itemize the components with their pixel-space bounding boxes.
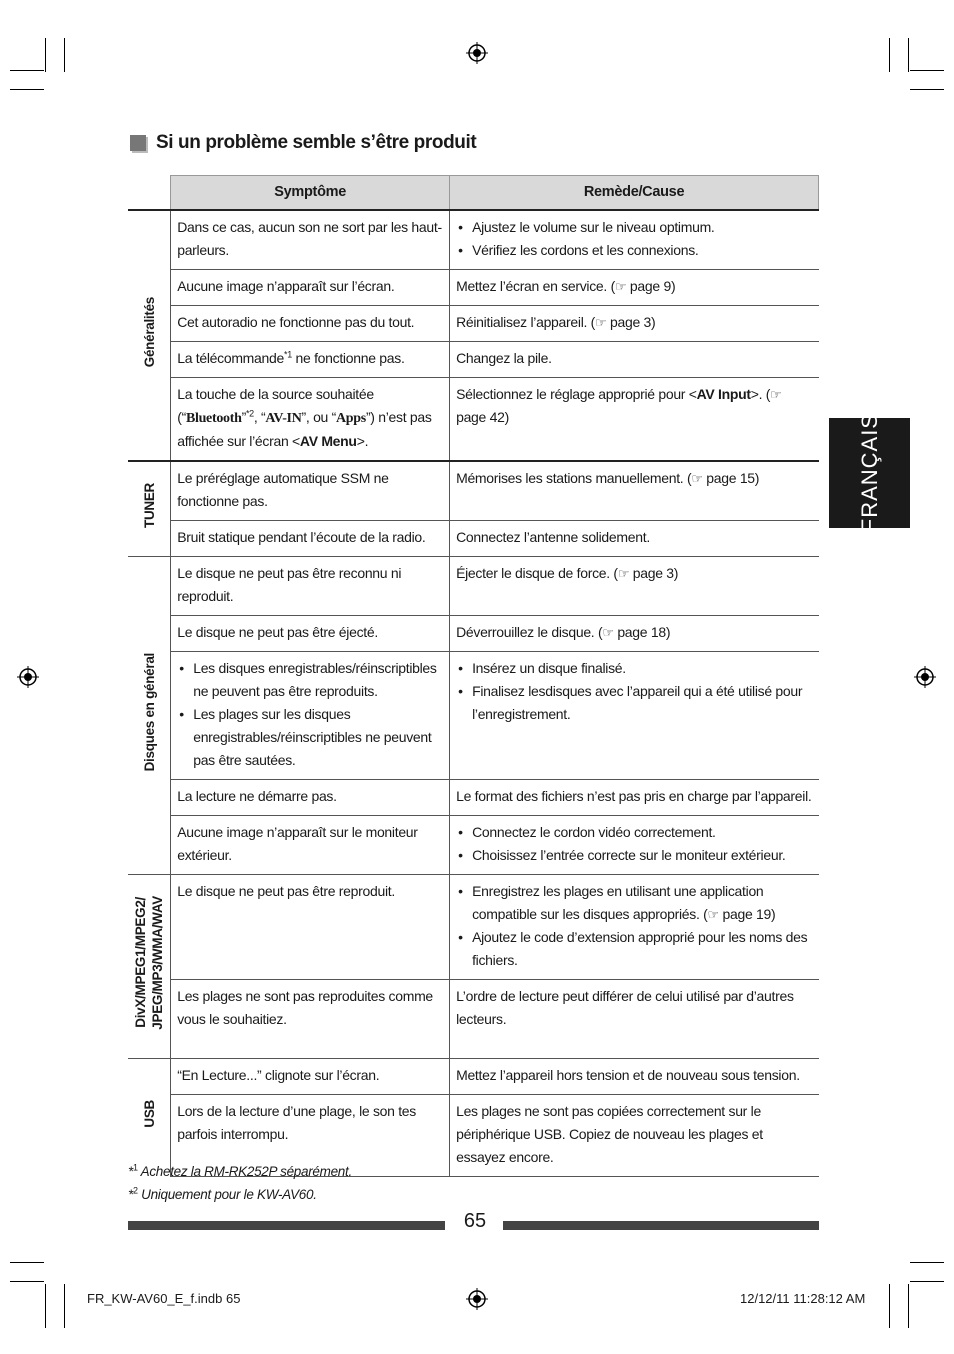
remedy-cell <box>450 875 819 980</box>
remedy-cell: L’ordre de lecture peut différer de celui utilisé par d’autres lecteurs. <box>450 980 819 1059</box>
section-title: Si un problème semble s’être produit <box>156 132 477 153</box>
remedy-cell <box>450 816 819 875</box>
list-item: • Connectez le cordon vidéo correctement. <box>456 821 812 844</box>
crop-mark <box>64 1284 65 1328</box>
symptom-cell <box>171 652 450 780</box>
category-cell <box>128 461 171 557</box>
page-reference-icon: ☞ <box>691 471 703 486</box>
table-row <box>128 652 819 780</box>
list-item: • Les disques enregistrables/réinscriptibles ne peuvent pas être reproduits. <box>177 657 443 703</box>
table-row <box>128 557 819 616</box>
symptom-cell: Aucune image n’apparaît sur le moniteur extérieur. <box>171 816 450 875</box>
category-label: Disques en général <box>141 652 157 772</box>
crop-mark <box>45 1284 46 1328</box>
category-cell <box>128 875 171 1059</box>
language-tab <box>829 413 910 533</box>
page-reference-icon: ☞ <box>602 625 614 640</box>
category-label: DivX/MPEG1/MPEG2/ JPEG/MP3/WMA/WAV <box>133 896 166 1030</box>
symptom-cell: “En Lecture...” clignote sur l’écran. <box>171 1059 450 1095</box>
print-slug-file: FR_KW-AV60_E_f.indb 65 <box>87 1291 241 1306</box>
crop-mark <box>910 1281 944 1282</box>
page-reference-icon: ☞ <box>617 566 630 581</box>
symptom-cell: La télécommande$^{*1}$ ne fonctionne pas. <box>171 342 450 378</box>
category-cell <box>128 1059 171 1177</box>
crop-mark <box>45 38 46 72</box>
crop-mark <box>64 38 65 72</box>
remedy-cell: Mémorises les stations manuellement. (☞ page 15) <box>450 461 819 521</box>
remedy-cell: Éjecter le disque de force. (☞ page 3) <box>450 557 819 616</box>
crop-mark <box>10 1262 44 1263</box>
crop-mark <box>910 89 944 90</box>
page-reference-icon: ☞ <box>614 279 627 294</box>
symptom-cell: La touche de la source souhaitée (“Bluetooth”$^{*2}$, “AV-IN”, ou “Apps”) n’est pas affichée sur l’écran <AV Menu>. <box>171 378 450 462</box>
footer-bar-right <box>503 1221 819 1230</box>
remedy-cell: Réinitialisez l’appareil. (☞ page 3) <box>450 306 819 342</box>
footnote: *$^1$ Achetez la RM-RK252P séparément. <box>128 1162 352 1179</box>
symptom-header: Symptôme <box>171 176 450 211</box>
language-tab-label: FRANÇAIS <box>856 413 882 533</box>
registration-mark-icon <box>914 666 936 688</box>
symptom-cell: Le préréglage automatique SSM ne fonctionne pas. <box>171 461 450 521</box>
registration-mark-icon <box>466 1288 488 1310</box>
crop-mark <box>889 1284 890 1328</box>
table-row <box>128 780 819 816</box>
table-row <box>128 980 819 1059</box>
category-label: TUNER <box>141 483 157 528</box>
table-row <box>128 270 819 306</box>
table-row <box>128 1059 819 1095</box>
crop-mark <box>908 1284 909 1328</box>
registration-mark-icon <box>466 42 488 64</box>
crop-mark <box>910 70 944 71</box>
symptom-cell: Le disque ne peut pas être reproduit. <box>171 875 450 980</box>
category-label: Généralités <box>141 296 157 368</box>
remedy-cell: Mettez l’écran en service. (☞ page 9) <box>450 270 819 306</box>
print-slug-date: 12/12/11 11:28:12 AM <box>740 1291 866 1306</box>
category-label: USB <box>141 1100 157 1129</box>
list-item: • Ajoutez le code d’extension approprié pour les noms des fichiers. <box>456 926 812 972</box>
table-row <box>128 378 819 462</box>
list-item: • Ajustez le volume sur le niveau optimum. <box>456 216 812 239</box>
crop-mark <box>10 70 44 71</box>
symptom-cell: Les plages ne sont pas reproduites comme vous le souhaitiez. <box>171 980 450 1059</box>
table-row <box>128 210 819 270</box>
symptom-cell: Bruit statique pendant l’écoute de la radio. <box>171 521 450 557</box>
list-item: • Finalisez lesdisques avec l’appareil qui a été utilisé pour l’enregistrement. <box>456 680 812 726</box>
remedy-cell: Changez la pile. <box>450 342 819 378</box>
remedy-cell: Déverrouillez le disque. (☞ page 18) <box>450 616 819 652</box>
troubleshooting-table <box>128 175 819 1177</box>
category-cell <box>128 557 171 875</box>
table-row <box>128 342 819 378</box>
footnote: *$^2$ Uniquement pour le KW-AV60. <box>128 1185 317 1202</box>
crop-mark <box>889 38 890 72</box>
symptom-cell: Lors de la lecture d’une plage, le son tes parfois interrompu. <box>171 1095 450 1177</box>
symptom-cell: Le disque ne peut pas être reconnu ni reproduit. <box>171 557 450 616</box>
crop-mark <box>10 1281 44 1282</box>
remedy-header: Remède/Cause <box>450 176 819 211</box>
crop-mark <box>10 89 44 90</box>
page-reference-icon: ☞ <box>595 315 607 330</box>
category-cell <box>128 210 171 461</box>
page-number: 65 <box>463 1210 487 1232</box>
table-row <box>128 875 819 980</box>
remedy-cell: Connectez l’antenne solidement. <box>450 521 819 557</box>
remedy-cell: Sélectionnez le réglage approprié pour <AV Input>. (☞ page 42) <box>450 378 819 462</box>
remedy-cell: Mettez l’appareil hors tension et de nouveau sous tension. <box>450 1059 819 1095</box>
list-item: • Les plages sur les disques enregistrables/réinscriptibles ne peuvent pas être sautées. <box>177 703 443 772</box>
table-row <box>128 306 819 342</box>
table-row <box>128 616 819 652</box>
square-bullet-icon <box>130 135 146 151</box>
symptom-cell: Cet autoradio ne fonctionne pas du tout. <box>171 306 450 342</box>
table-row <box>128 461 819 521</box>
remedy-cell: Le format des fichiers n’est pas pris en charge par l’appareil. <box>450 780 819 816</box>
list-item: • Enregistrez les plages en utilisant une application compatible sur les disques appropriés. (☞ page 19) <box>456 880 812 926</box>
crop-mark <box>910 1262 944 1263</box>
symptom-cell: Aucune image n’apparaît sur l’écran. <box>171 270 450 306</box>
table-row <box>128 816 819 875</box>
page-reference-icon: ☞ <box>770 387 782 402</box>
registration-mark-icon <box>17 666 39 688</box>
remedy-cell <box>450 210 819 270</box>
remedy-cell <box>450 652 819 780</box>
list-item: • Choisissez l’entrée correcte sur le moniteur extérieur. <box>456 844 812 867</box>
category-header <box>128 176 171 211</box>
symptom-cell: Dans ce cas, aucun son ne sort par les haut-parleurs. <box>171 210 450 270</box>
list-item: • Insérez un disque finalisé. <box>456 657 812 680</box>
footer-bar-left <box>128 1221 445 1230</box>
crop-mark <box>908 38 909 72</box>
section-heading <box>130 132 476 154</box>
page-reference-icon: ☞ <box>707 907 719 922</box>
table-row <box>128 521 819 557</box>
symptom-cell: La lecture ne démarre pas. <box>171 780 450 816</box>
list-item: • Vérifiez les cordons et les connexions. <box>456 239 812 262</box>
remedy-cell: Les plages ne sont pas copiées correctement sur le périphérique USB. Copiez de nouveau les plages et essayez encore. <box>450 1095 819 1177</box>
footnotes <box>128 1160 352 1206</box>
table-header-row <box>128 176 819 211</box>
symptom-cell: Le disque ne peut pas être éjecté. <box>171 616 450 652</box>
